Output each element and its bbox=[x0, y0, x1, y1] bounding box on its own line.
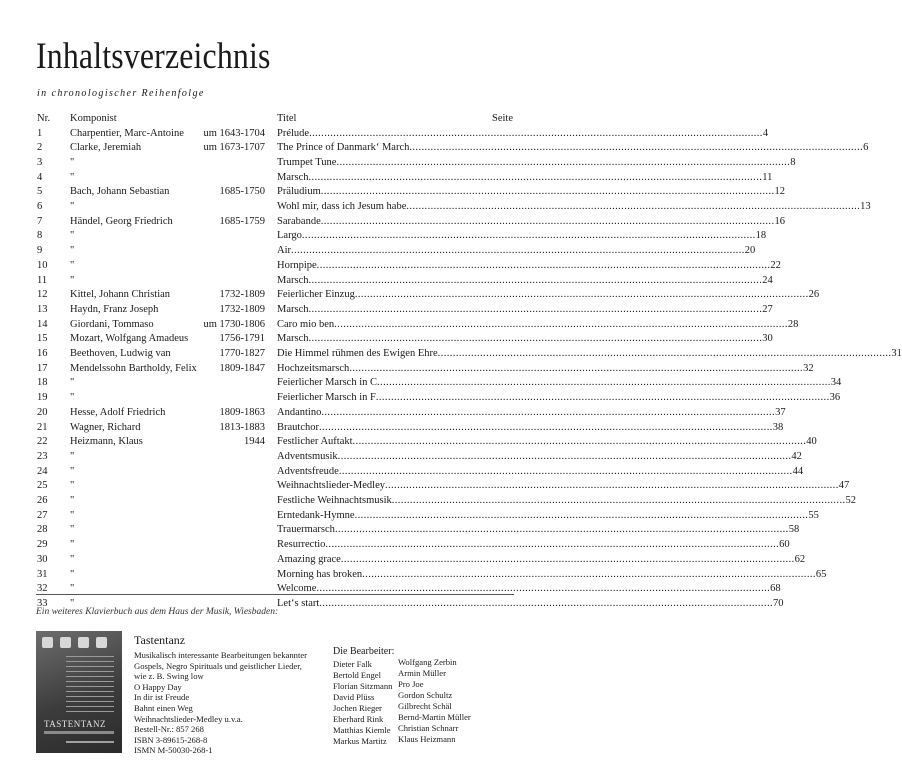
row-title: Andantino bbox=[277, 406, 322, 418]
row-page: 42 bbox=[791, 450, 802, 462]
row-composer: Hesse, Adolf Friedrich bbox=[70, 406, 166, 418]
row-title: The Prince of Danmark‘ March bbox=[277, 142, 410, 154]
row-number: 10 bbox=[37, 259, 48, 271]
leader-dots bbox=[325, 538, 779, 551]
row-page: 37 bbox=[775, 406, 786, 418]
row-page: 65 bbox=[815, 568, 827, 580]
row-page: 16 bbox=[774, 215, 785, 227]
row-page: 4 bbox=[762, 127, 769, 139]
arrangers-heading: Die Bearbeiter: bbox=[333, 646, 395, 657]
row-page: 44 bbox=[792, 465, 804, 477]
table-row bbox=[0, 509, 819, 522]
leader-dots bbox=[321, 215, 775, 228]
row-dates: 1732-1809 bbox=[219, 303, 265, 315]
leader-dots bbox=[438, 347, 892, 360]
row-page: 40 bbox=[806, 436, 817, 448]
row-number: 29 bbox=[37, 539, 48, 551]
row-title: Festliche Weihnachtsmusik bbox=[277, 495, 392, 506]
table-row bbox=[0, 274, 773, 287]
table-row bbox=[0, 185, 785, 198]
arranger-name: Christian Schnarr bbox=[398, 723, 459, 733]
description-line: ISMN M-50030-268-1 bbox=[134, 745, 213, 756]
leader-dots bbox=[317, 259, 771, 272]
leader-dots bbox=[362, 568, 816, 581]
header-nr: Nr. bbox=[37, 113, 51, 124]
table-row bbox=[0, 156, 796, 169]
table-row bbox=[0, 127, 769, 140]
cover-key-decoration bbox=[96, 637, 107, 648]
toc-header bbox=[0, 112, 558, 125]
arranger-name: Bertold Engel bbox=[333, 670, 381, 680]
row-number: 11 bbox=[37, 274, 48, 286]
arranger-name: David Plüss bbox=[333, 692, 375, 702]
row-title: Die Himmel rühmen des Ewigen Ehre bbox=[277, 348, 438, 359]
row-number: 7 bbox=[37, 215, 43, 227]
description-line: Musikalisch interessante Bearbeitungen bekannter bbox=[134, 650, 308, 660]
row-title-entry bbox=[277, 509, 819, 522]
arranger-name: Matthias Kiemle bbox=[333, 725, 391, 735]
row-title: Sarabande bbox=[277, 215, 321, 227]
row-composer: Bach, Johann Sebastian bbox=[70, 186, 170, 198]
row-number: 4 bbox=[37, 171, 43, 183]
table-row bbox=[0, 347, 902, 360]
row-page: 34 bbox=[830, 377, 842, 389]
row-title-entry bbox=[277, 362, 814, 375]
row-page: 52 bbox=[845, 495, 856, 506]
row-number: 9 bbox=[37, 245, 43, 257]
row-title: Caro mio ben bbox=[277, 318, 335, 330]
row-number: 15 bbox=[37, 333, 48, 345]
row-dates: um 1673-1707 bbox=[203, 142, 265, 154]
row-number: 24 bbox=[37, 465, 48, 477]
row-composer: " bbox=[70, 450, 75, 462]
row-page: 70 bbox=[773, 597, 784, 609]
arranger-name: Klaus Heizmann bbox=[398, 734, 456, 744]
row-page: 12 bbox=[774, 186, 785, 198]
leader-dots bbox=[319, 421, 773, 434]
leader-dots bbox=[409, 141, 863, 154]
row-page: 22 bbox=[770, 259, 781, 271]
row-number: 33 bbox=[37, 597, 48, 609]
leader-dots bbox=[309, 332, 763, 345]
leader-dots bbox=[355, 509, 809, 522]
leader-dots bbox=[377, 376, 831, 389]
row-number: 1 bbox=[37, 127, 43, 139]
row-dates: 1809-1863 bbox=[219, 406, 265, 418]
arranger-name: Gilbrecht Schäl bbox=[398, 701, 452, 711]
row-title-entry bbox=[277, 332, 773, 345]
row-composer: " bbox=[70, 553, 75, 565]
row-number: 5 bbox=[37, 186, 43, 198]
row-page: 68 bbox=[770, 583, 781, 595]
description-line: ISBN 3-89615-268-8 bbox=[134, 734, 208, 745]
row-composer: " bbox=[70, 495, 75, 506]
row-number: 23 bbox=[37, 450, 48, 462]
book-cover-image bbox=[36, 631, 122, 753]
row-composer: " bbox=[70, 392, 75, 404]
row-title: Feierlicher Marsch in F bbox=[277, 392, 376, 404]
row-composer: Haydn, Franz Joseph bbox=[70, 303, 159, 315]
row-title-entry bbox=[277, 597, 784, 610]
row-title: Prélude bbox=[277, 127, 310, 139]
row-number: 25 bbox=[37, 480, 48, 492]
row-page: 47 bbox=[838, 480, 850, 492]
row-title-entry bbox=[277, 215, 785, 228]
row-title: Morning has broken bbox=[277, 568, 363, 580]
table-row bbox=[0, 303, 773, 316]
description-line: O Happy Day bbox=[134, 681, 182, 692]
header-titel: Titel bbox=[277, 113, 297, 124]
row-title: Welcome bbox=[277, 583, 317, 595]
row-title: Trumpet Tune bbox=[277, 156, 337, 168]
table-row bbox=[0, 141, 869, 154]
row-title: Trauermarsch bbox=[277, 524, 335, 536]
row-composer: " bbox=[70, 583, 75, 595]
row-composer: " bbox=[70, 201, 75, 212]
row-title-entry bbox=[277, 450, 802, 463]
header-komponist: Komponist bbox=[70, 113, 117, 124]
leader-dots bbox=[321, 185, 775, 198]
row-title-entry bbox=[277, 141, 869, 154]
table-row bbox=[0, 244, 756, 257]
row-composer: " bbox=[70, 156, 75, 168]
row-title: Adventsfreude bbox=[277, 465, 339, 477]
row-title-entry bbox=[277, 244, 756, 257]
row-number: 30 bbox=[37, 553, 48, 565]
table-row bbox=[0, 523, 800, 536]
row-composer: " bbox=[70, 597, 75, 609]
row-number: 20 bbox=[37, 406, 48, 418]
row-composer: Clarke, Jeremiah bbox=[70, 142, 142, 154]
row-number: 22 bbox=[37, 436, 48, 448]
arranger-name: Eberhard Rink bbox=[333, 714, 384, 724]
row-composer: " bbox=[70, 377, 75, 389]
row-number: 3 bbox=[37, 156, 43, 168]
table-row bbox=[0, 215, 785, 228]
row-title-entry bbox=[277, 538, 790, 551]
table-row bbox=[0, 553, 806, 566]
book-description bbox=[134, 650, 307, 756]
row-title-entry bbox=[277, 288, 820, 301]
leader-dots bbox=[338, 450, 792, 463]
table-row bbox=[0, 332, 773, 345]
book-title: Tastentanz bbox=[134, 633, 186, 647]
row-number: 21 bbox=[37, 421, 48, 433]
table-row bbox=[0, 200, 871, 213]
page-subtitle: in chronologischer Reihenfolge bbox=[37, 88, 205, 99]
row-title: Marsch bbox=[277, 171, 309, 183]
description-line: Gospels, Negro Spirituals und geistlicher Lieder, bbox=[134, 660, 302, 671]
row-title-entry bbox=[277, 259, 781, 272]
row-page: 32 bbox=[803, 362, 814, 374]
leader-dots bbox=[321, 406, 775, 419]
row-dates: 1813-1883 bbox=[219, 421, 265, 433]
arranger-name: Markus Martitz bbox=[333, 736, 387, 746]
row-number: 6 bbox=[37, 201, 43, 212]
row-composer: Beethoven, Ludwig van bbox=[70, 348, 171, 359]
row-number: 32 bbox=[37, 583, 48, 595]
leader-dots bbox=[319, 597, 773, 610]
leader-dots bbox=[291, 244, 745, 257]
row-title-entry bbox=[277, 127, 769, 140]
arranger-name: Florian Sitzmann bbox=[333, 681, 393, 691]
row-composer: Charpentier, Marc-Antoine bbox=[70, 127, 184, 139]
row-title: Marsch bbox=[277, 274, 309, 286]
row-page: 20 bbox=[744, 245, 756, 257]
row-title: Adventsmusik bbox=[277, 450, 338, 462]
row-number: 16 bbox=[37, 348, 48, 359]
row-page: 26 bbox=[808, 289, 820, 301]
table-row bbox=[0, 376, 842, 389]
row-composer: Wagner, Richard bbox=[70, 421, 141, 433]
row-composer: Mendelssohn Bartholdy, Felix bbox=[70, 362, 197, 374]
row-title-entry bbox=[277, 406, 786, 419]
leader-dots bbox=[302, 229, 756, 242]
row-page: 60 bbox=[779, 539, 790, 551]
row-title-entry bbox=[277, 303, 773, 316]
row-title: Weihnachtslieder-Medley bbox=[277, 480, 385, 492]
row-title: Wohl mir, dass ich Jesum habe bbox=[277, 201, 407, 212]
row-title-entry bbox=[277, 391, 841, 404]
table-row bbox=[0, 406, 786, 419]
leader-dots bbox=[355, 288, 809, 301]
cover-footer-bar bbox=[66, 741, 114, 743]
table-row bbox=[0, 435, 817, 448]
table-row bbox=[0, 494, 856, 507]
row-composer: " bbox=[70, 539, 75, 551]
table-row bbox=[0, 421, 784, 434]
leader-dots bbox=[341, 553, 795, 566]
table-row bbox=[0, 229, 767, 242]
arranger-name: Jochen Rieger bbox=[333, 703, 382, 713]
row-composer: " bbox=[70, 171, 75, 183]
row-number: 17 bbox=[37, 362, 48, 374]
row-page: 55 bbox=[808, 509, 819, 521]
leader-dots bbox=[309, 127, 763, 140]
row-page: 8 bbox=[790, 156, 796, 168]
row-dates: 1756-1791 bbox=[219, 333, 265, 345]
leader-dots bbox=[376, 391, 830, 404]
page-title: Inhaltsverzeichnis bbox=[36, 36, 271, 77]
row-page: 62 bbox=[794, 553, 806, 565]
leader-dots bbox=[336, 156, 790, 169]
row-dates: 1732-1809 bbox=[219, 289, 265, 301]
leader-dots bbox=[406, 200, 860, 213]
row-number: 26 bbox=[37, 495, 48, 506]
leader-dots bbox=[353, 435, 807, 448]
row-number: 28 bbox=[37, 524, 48, 536]
row-title: Brautchor bbox=[277, 421, 319, 433]
description-line: In dir ist Freude bbox=[134, 692, 190, 703]
table-row bbox=[0, 465, 804, 478]
row-title-entry bbox=[277, 318, 799, 331]
row-dates: 1809-1847 bbox=[219, 362, 265, 374]
cover-key-decoration bbox=[42, 637, 53, 648]
cover-logo: TASTENTANZ bbox=[44, 719, 107, 729]
row-composer: Händel, Georg Friedrich bbox=[70, 215, 173, 227]
header-seite: Seite bbox=[492, 113, 513, 124]
arranger-name: Bernd-Martin Müller bbox=[398, 712, 471, 722]
row-page: 30 bbox=[762, 333, 773, 345]
row-title: Amazing grace bbox=[277, 553, 341, 565]
row-number: 18 bbox=[37, 377, 48, 389]
row-title: Marsch bbox=[277, 303, 309, 315]
row-title-entry bbox=[277, 200, 871, 213]
table-row bbox=[0, 568, 827, 581]
leader-dots bbox=[335, 523, 789, 536]
description-line: wie z. B. Swing low bbox=[134, 671, 204, 682]
row-title: Resurrectio bbox=[277, 539, 326, 551]
row-dates: um 1730-1806 bbox=[203, 318, 265, 330]
row-dates: 1685-1759 bbox=[219, 215, 265, 227]
leader-dots bbox=[349, 362, 803, 375]
row-title-entry bbox=[277, 171, 773, 184]
row-number: 14 bbox=[37, 318, 48, 330]
row-composer: Mozart, Wolfgang Amadeus bbox=[70, 333, 189, 345]
arranger-name: Wolfgang Zerbin bbox=[398, 657, 457, 667]
row-title-entry bbox=[277, 185, 785, 198]
arranger-name: Armin Müller bbox=[398, 668, 446, 678]
row-title-entry bbox=[277, 274, 773, 287]
row-composer: " bbox=[70, 480, 75, 492]
row-page: 36 bbox=[829, 392, 841, 404]
row-title: Feierlicher Marsch in C bbox=[277, 377, 378, 389]
row-title-entry bbox=[277, 435, 817, 448]
row-title: Erntedank-Hymne bbox=[277, 509, 355, 521]
table-row bbox=[0, 171, 773, 184]
row-composer: " bbox=[70, 509, 75, 521]
table-row bbox=[0, 288, 820, 301]
row-number: 27 bbox=[37, 509, 48, 521]
row-title-entry bbox=[277, 421, 784, 434]
arrangers-column-1 bbox=[333, 659, 392, 747]
row-title: Let‘s start bbox=[277, 597, 320, 609]
row-number: 31 bbox=[37, 568, 48, 580]
description-line: Weihnachtslieder-Medley u.v.a. bbox=[134, 713, 243, 724]
row-title: Präludium bbox=[277, 186, 321, 198]
row-title: Festlicher Auftakt bbox=[277, 436, 353, 448]
leader-dots bbox=[392, 494, 846, 507]
row-number: 13 bbox=[37, 303, 48, 315]
row-page: 27 bbox=[762, 303, 773, 315]
cover-key-decoration bbox=[60, 637, 71, 648]
leader-dots bbox=[385, 479, 839, 492]
section-divider bbox=[36, 594, 514, 595]
table-row bbox=[0, 450, 802, 463]
row-title: Feierlicher Einzug bbox=[277, 289, 355, 301]
row-page: 58 bbox=[788, 524, 800, 536]
row-composer: " bbox=[70, 524, 75, 536]
row-title: Largo bbox=[277, 230, 302, 242]
leader-dots bbox=[309, 303, 763, 316]
row-title-entry bbox=[277, 523, 800, 536]
arranger-name: Gordon Schultz bbox=[398, 690, 453, 700]
row-title-entry bbox=[277, 376, 842, 389]
row-title-entry bbox=[277, 465, 804, 478]
row-composer: Heizmann, Klaus bbox=[70, 436, 143, 448]
row-title: Hochzeitsmarsch bbox=[277, 362, 350, 374]
row-title: Air bbox=[277, 245, 291, 257]
row-title-entry bbox=[277, 479, 850, 492]
promo-heading: Ein weiteres Klavierbuch aus dem Haus der Musik, Wiesbaden: bbox=[36, 607, 279, 617]
row-page: 31 bbox=[891, 348, 902, 359]
row-page: 13 bbox=[860, 201, 871, 212]
row-page: 11 bbox=[762, 171, 773, 183]
row-dates: 1770-1827 bbox=[219, 348, 265, 359]
row-number: 19 bbox=[37, 392, 48, 404]
row-dates: um 1643-1704 bbox=[203, 127, 265, 139]
row-page: 38 bbox=[772, 421, 784, 433]
table-row bbox=[0, 259, 781, 272]
row-page: 18 bbox=[755, 230, 767, 242]
table-row bbox=[0, 391, 841, 404]
row-dates: 1944 bbox=[244, 436, 265, 448]
row-number: 8 bbox=[37, 230, 43, 242]
row-title: Marsch bbox=[277, 333, 309, 345]
description-line: Bestell-Nr.: 857 268 bbox=[134, 724, 204, 735]
row-composer: " bbox=[70, 274, 75, 286]
arranger-name: Pro Joe bbox=[398, 679, 424, 689]
leader-dots bbox=[309, 171, 763, 184]
arranger-name: Dieter Falk bbox=[333, 659, 372, 669]
leader-dots bbox=[334, 318, 788, 331]
row-page: 6 bbox=[863, 142, 869, 154]
row-composer: " bbox=[70, 259, 75, 271]
row-title-entry bbox=[277, 568, 827, 581]
table-row bbox=[0, 538, 790, 551]
row-composer: " bbox=[70, 465, 75, 477]
row-composer: " bbox=[70, 568, 75, 580]
arrangers-column-2 bbox=[398, 657, 471, 745]
row-number: 2 bbox=[37, 142, 43, 154]
table-row bbox=[0, 318, 799, 331]
row-composer: Giordani, Tommaso bbox=[70, 318, 154, 330]
cover-text-lines bbox=[66, 656, 114, 716]
row-title: Hornpipe bbox=[277, 259, 317, 271]
row-dates: 1685-1750 bbox=[219, 186, 265, 198]
row-title-entry bbox=[277, 494, 856, 507]
description-line: Bahnt einen Weg bbox=[134, 702, 193, 713]
row-composer: Kittel, Johann Christian bbox=[70, 289, 171, 301]
row-composer: " bbox=[70, 230, 75, 242]
leader-dots bbox=[309, 274, 763, 287]
row-composer: " bbox=[70, 245, 75, 257]
row-title-entry bbox=[277, 229, 767, 242]
row-page: 28 bbox=[787, 318, 799, 330]
row-title-entry bbox=[277, 553, 806, 566]
row-number: 12 bbox=[37, 289, 48, 301]
leader-dots bbox=[339, 465, 793, 478]
row-page: 24 bbox=[762, 274, 773, 286]
table-row bbox=[0, 479, 850, 492]
row-title-entry bbox=[277, 347, 902, 360]
table-row bbox=[0, 362, 814, 375]
row-title-entry bbox=[277, 156, 796, 169]
cover-subtitle-bar bbox=[44, 731, 114, 734]
cover-key-decoration bbox=[78, 637, 89, 648]
